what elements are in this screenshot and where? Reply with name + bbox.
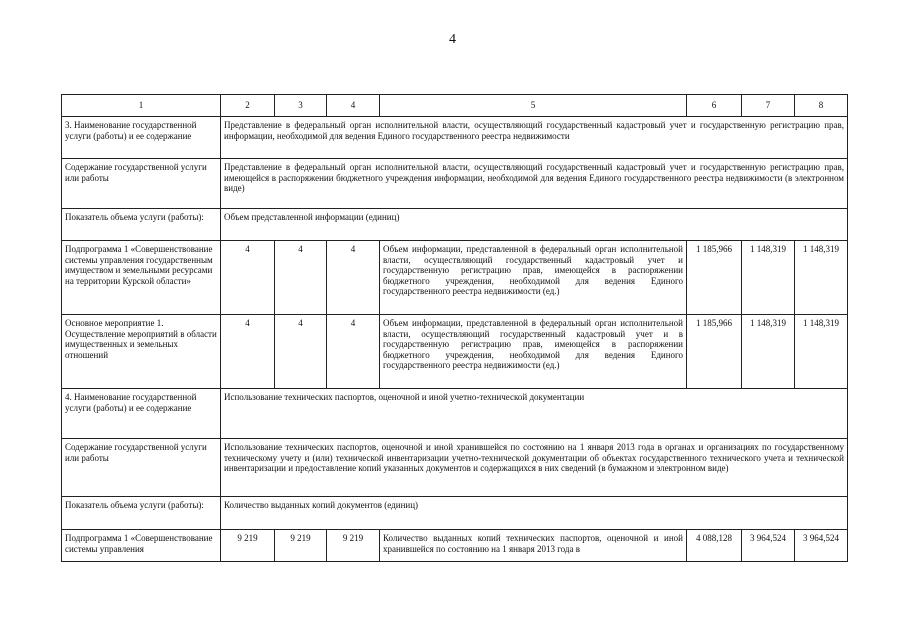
- value-cell: 3 964,524: [795, 530, 848, 562]
- row-content-cell: Объем представленной информации (единиц): [221, 209, 848, 241]
- column-header: 8: [795, 95, 848, 117]
- row-content-cell: Использование технических паспортов, оценочной и иной хранившейся по состоянию на 1 января 2013 года в органах и организациях по государственному техническому учету и (или) технической инвентаризации учетно-технической документации об объектах государственного технического учета и технической инвентаризации и предоставление копий указанных документов и содержащихся в них сведений (в бумажном и электронном виде): [221, 439, 848, 497]
- row-label-cell: Показатель объема услуги (работы):: [62, 209, 221, 241]
- column-header: 1: [62, 95, 221, 117]
- value-cell: 4: [327, 315, 380, 389]
- column-header: 5: [380, 95, 687, 117]
- page-number: 4: [449, 32, 456, 47]
- row-label-cell: 3. Наименование государственной услуги (работы) и ее содержание: [62, 117, 221, 159]
- value-cell: 9 219: [327, 530, 380, 562]
- row-label-cell: Содержание государственной услуги или работы: [62, 159, 221, 209]
- table-row: [62, 389, 848, 439]
- table-row: [62, 530, 848, 562]
- value-cell: 1 148,319: [795, 315, 848, 389]
- value-cell: 4 088,128: [687, 530, 742, 562]
- value-cell: 4: [275, 315, 327, 389]
- row-content-cell: Представление в федеральный орган исполнительной власти, осуществляющий государственный кадастровый учет и государственную регистрацию прав, имеющейся в распоряжении бюджетного учреждения информации, необходимой для ведения Единого государственного реестра недвижимости (в электронном виде): [221, 159, 848, 209]
- value-cell: 4: [327, 241, 380, 315]
- row-label-cell: 4. Наименование государственной услуги (работы) и ее содержание: [62, 389, 221, 439]
- value-cell: 4: [275, 241, 327, 315]
- row-label-cell: Основное мероприятие 1. Осуществление мероприятий в области имущественных и земельных отношений: [62, 315, 221, 389]
- row-content-cell: Представление в федеральный орган исполнительной власти, осуществляющий государственный кадастровый учет и государственную регистрацию прав, информации, необходимой для ведения Единого государственного реестра недвижимости: [221, 117, 848, 159]
- row-label-cell: Содержание государственной услуги или работы: [62, 439, 221, 497]
- table-row: [62, 241, 848, 315]
- value-cell: 1 185,966: [687, 241, 742, 315]
- table-row: [62, 439, 848, 497]
- table-row: [62, 117, 848, 159]
- services-table: [61, 94, 848, 562]
- row-content-cell: Использование технических паспортов, оценочной и иной учетно-технической документации: [221, 389, 848, 439]
- value-cell: 3 964,524: [742, 530, 795, 562]
- table-row: [62, 497, 848, 530]
- indicator-description-cell: Объем информации, представленной в федеральный орган исполнительной власти, осуществляющий государственный кадастровый учет и государственную регистрацию прав, имеющейся в распоряжении бюджетного учреждения, необходимой для ведения Единого государственного реестра недвижимости (ед.): [380, 241, 687, 315]
- table-row: [62, 209, 848, 241]
- value-cell: 4: [221, 315, 275, 389]
- value-cell: 1 148,319: [742, 241, 795, 315]
- column-header: 7: [742, 95, 795, 117]
- value-cell: 9 219: [275, 530, 327, 562]
- row-label-cell: Подпрограмма 1 «Совершенствование системы управления государственным имуществом и земельными ресурсами на территории Курской области»: [62, 241, 221, 315]
- value-cell: 1 185,966: [687, 315, 742, 389]
- value-cell: 1 148,319: [795, 241, 848, 315]
- value-cell: 9 219: [221, 530, 275, 562]
- table-row: [62, 315, 848, 389]
- column-header: 3: [275, 95, 327, 117]
- row-content-cell: Количество выданных копий документов (единиц): [221, 497, 848, 530]
- column-header: 6: [687, 95, 742, 117]
- indicator-description-cell: Количество выданных копий технических паспортов, оценочной и иной хранившейся по состоянию на 1 января 2013 года в: [380, 530, 687, 562]
- row-label-cell: Показатель объема услуги (работы):: [62, 497, 221, 530]
- column-header: 2: [221, 95, 275, 117]
- value-cell: 1 148,319: [742, 315, 795, 389]
- value-cell: 4: [221, 241, 275, 315]
- indicator-description-cell: Объем информации, представленной в федеральный орган исполнительной власти, осуществляющий государственный кадастровый учет и в государственную регистрацию прав, имеющейся в распоряжении бюджетного учреждения, необходимой для ведения Единого государственного реестра недвижимости (ед.): [380, 315, 687, 389]
- row-label-cell: Подпрограмма 1 «Совершенствование системы управления: [62, 530, 221, 562]
- table-row: [62, 159, 848, 209]
- table-header-row: [62, 95, 848, 117]
- column-header: 4: [327, 95, 380, 117]
